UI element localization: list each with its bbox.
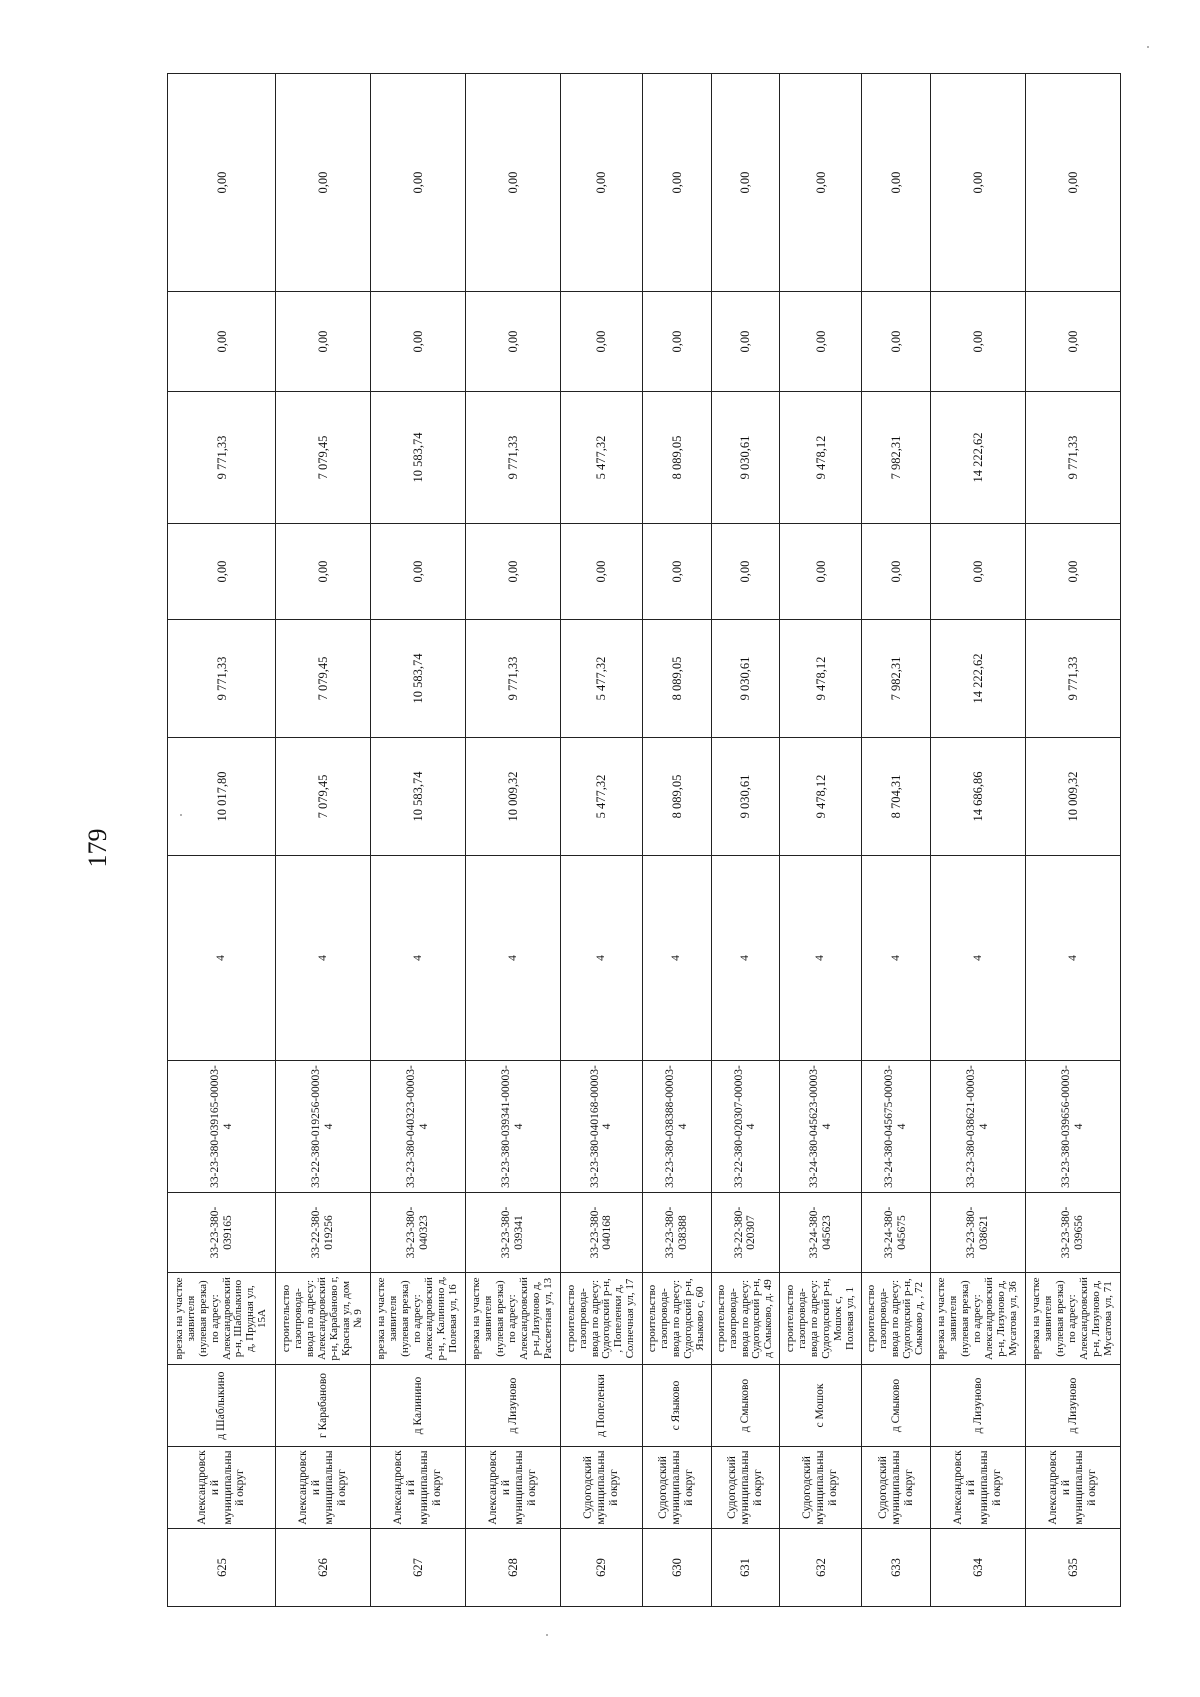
value-4-cell: 0,00 — [168, 292, 276, 392]
application-code-cell: 33-23-380-038621-00003-4 — [930, 1061, 1025, 1193]
total-cost-cell: 10 017,80 — [168, 738, 276, 856]
total-cost-cell: 10 583,74 — [371, 738, 466, 856]
value-2-cell: 0,00 — [780, 524, 862, 620]
value-1-cell: 9 030,61 — [711, 620, 780, 738]
category-cell: 4 — [466, 856, 561, 1061]
value-5-cell: 0,00 — [168, 74, 276, 292]
application-code-cell: 33-23-380-040168-00003-4 — [560, 1061, 642, 1193]
district-cell: Александровски й муниципальный округ — [371, 1447, 466, 1529]
table-row — [466, 74, 561, 1607]
value-4-cell: 0,00 — [276, 292, 371, 392]
scan-speck — [546, 1634, 548, 1636]
locality-cell: с Мошок — [780, 1365, 862, 1447]
value-1-cell: 7 079,45 — [276, 620, 371, 738]
category-cell: 4 — [642, 856, 711, 1061]
row-number-cell: 632 — [780, 1529, 862, 1607]
district-cell: Александровски й муниципальный округ — [276, 1447, 371, 1529]
table-row — [930, 74, 1025, 1607]
description-cell: врезка на участке заявителя (нулевая врезка) по адресу: Александровский р-н, , Калинино д, Полевая ул, 16 — [371, 1273, 466, 1365]
total-cost-cell: 5 477,32 — [560, 738, 642, 856]
total-cost-cell: 14 686,86 — [930, 738, 1025, 856]
value-4-cell: 0,00 — [560, 292, 642, 392]
district-cell: Судогодский муниципальный округ — [780, 1447, 862, 1529]
value-2-cell: 0,00 — [168, 524, 276, 620]
value-2-cell: 0,00 — [862, 524, 931, 620]
value-5-cell: 0,00 — [1025, 74, 1120, 292]
row-number-cell: 628 — [466, 1529, 561, 1607]
locality-cell: д Лизуново — [466, 1365, 561, 1447]
category-cell: 4 — [560, 856, 642, 1061]
description-cell: строительство газопровода-ввода по адресу: Судогодский р-н, Языково с, 60 — [642, 1273, 711, 1365]
value-4-cell: 0,00 — [466, 292, 561, 392]
value-5-cell: 0,00 — [862, 74, 931, 292]
value-4-cell: 0,00 — [780, 292, 862, 392]
object-code-cell: 33-23-380-039656 — [1025, 1193, 1120, 1273]
locality-cell: д Смыково — [862, 1365, 931, 1447]
value-2-cell: 0,00 — [276, 524, 371, 620]
district-cell: Судогодский муниципальный округ — [642, 1447, 711, 1529]
description-cell: строительство газопровода-ввода по адресу: Судогодский р-н, Мошок с, Полевая ул, 1 — [780, 1273, 862, 1365]
value-1-cell: 10 583,74 — [371, 620, 466, 738]
application-code-cell: 33-23-380-039341-00003-4 — [466, 1061, 561, 1193]
locality-cell: г Карабаново — [276, 1365, 371, 1447]
district-cell: Судогодский муниципальный округ — [560, 1447, 642, 1529]
locality-cell: д Калинино — [371, 1365, 466, 1447]
application-code-cell: 33-23-380-039656-00003-4 — [1025, 1061, 1120, 1193]
locality-cell: д Лизуново — [930, 1365, 1025, 1447]
object-code-cell: 33-24-380-045675 — [862, 1193, 931, 1273]
table-row — [168, 74, 276, 1607]
value-4-cell: 0,00 — [642, 292, 711, 392]
value-2-cell: 0,00 — [1025, 524, 1120, 620]
table-row — [560, 74, 642, 1607]
table-row — [1025, 74, 1120, 1607]
value-1-cell: 7 982,31 — [862, 620, 931, 738]
data-table — [167, 73, 1121, 1607]
category-cell: 4 — [780, 856, 862, 1061]
value-3-cell: 9 478,12 — [780, 392, 862, 524]
object-code-cell: 33-23-380-039341 — [466, 1193, 561, 1273]
locality-cell: д Смыково — [711, 1365, 780, 1447]
row-number-cell: 626 — [276, 1529, 371, 1607]
application-code-cell: 33-23-380-038388-00003-4 — [642, 1061, 711, 1193]
total-cost-cell: 9 478,12 — [780, 738, 862, 856]
category-cell: 4 — [276, 856, 371, 1061]
table-row — [780, 74, 862, 1607]
table-row — [642, 74, 711, 1607]
value-1-cell: 9 771,33 — [466, 620, 561, 738]
row-number-cell: 633 — [862, 1529, 931, 1607]
value-2-cell: 0,00 — [466, 524, 561, 620]
object-code-cell: 33-23-380-038621 — [930, 1193, 1025, 1273]
value-3-cell: 9 030,61 — [711, 392, 780, 524]
value-1-cell: 9 478,12 — [780, 620, 862, 738]
district-cell: Судогодский муниципальный округ — [711, 1447, 780, 1529]
object-code-cell: 33-22-380-019256 — [276, 1193, 371, 1273]
value-1-cell: 8 089,05 — [642, 620, 711, 738]
application-code-cell: 33-22-380-019256-00003-4 — [276, 1061, 371, 1193]
value-2-cell: 0,00 — [560, 524, 642, 620]
value-4-cell: 0,00 — [371, 292, 466, 392]
object-code-cell: 33-24-380-045623 — [780, 1193, 862, 1273]
row-number-cell: 629 — [560, 1529, 642, 1607]
value-5-cell: 0,00 — [560, 74, 642, 292]
row-number-cell: 635 — [1025, 1529, 1120, 1607]
value-1-cell: 9 771,33 — [168, 620, 276, 738]
description-cell: врезка на участке заявителя (нулевая врезка) по адресу: Александровский р-н, Лизуново д, Мусатова ул, 36 — [930, 1273, 1025, 1365]
value-2-cell: 0,00 — [642, 524, 711, 620]
locality-cell: д Попеленки — [560, 1365, 642, 1447]
value-5-cell: 0,00 — [780, 74, 862, 292]
value-3-cell: 8 089,05 — [642, 392, 711, 524]
district-cell: Александровски й муниципальный округ — [168, 1447, 276, 1529]
object-code-cell: 33-23-380-040168 — [560, 1193, 642, 1273]
row-number-cell: 634 — [930, 1529, 1025, 1607]
locality-cell: д Шаблыкино — [168, 1365, 276, 1447]
description-cell: строительство газопровода-ввода по адресу: Судогодский р-н, Смыково д, , 72 — [862, 1273, 931, 1365]
value-3-cell: 9 771,33 — [466, 392, 561, 524]
description-cell: строительство газопровода-ввода по адресу: Судогодский р-н, д Смыково, д. 49 — [711, 1273, 780, 1365]
value-3-cell: 14 222,62 — [930, 392, 1025, 524]
value-1-cell: 14 222,62 — [930, 620, 1025, 738]
object-code-cell: 33-22-380-020307 — [711, 1193, 780, 1273]
table-row — [862, 74, 931, 1607]
district-cell: Александровски й муниципальный округ — [1025, 1447, 1120, 1529]
description-cell: строительство газопровода-ввода по адресу: Александровский р-н, Карабаново г, Красная ул, дом № 9 — [276, 1273, 371, 1365]
category-cell: 4 — [371, 856, 466, 1061]
page-number: 179 — [83, 828, 112, 868]
row-number-cell: 630 — [642, 1529, 711, 1607]
category-cell: 4 — [711, 856, 780, 1061]
application-code-cell: 33-22-380-020307-00003-4 — [711, 1061, 780, 1193]
application-code-cell: 33-24-380-045675-00003-4 — [862, 1061, 931, 1193]
object-code-cell: 33-23-380-039165 — [168, 1193, 276, 1273]
value-5-cell: 0,00 — [642, 74, 711, 292]
value-3-cell: 10 583,74 — [371, 392, 466, 524]
locality-cell: с Языково — [642, 1365, 711, 1447]
table-container — [167, 74, 1121, 1607]
value-2-cell: 0,00 — [371, 524, 466, 620]
table-row — [276, 74, 371, 1607]
object-code-cell: 33-23-380-040323 — [371, 1193, 466, 1273]
value-3-cell: 7 982,31 — [862, 392, 931, 524]
row-number-cell: 625 — [168, 1529, 276, 1607]
total-cost-cell: 8 704,31 — [862, 738, 931, 856]
category-cell: 4 — [862, 856, 931, 1061]
value-3-cell: 9 771,33 — [168, 392, 276, 524]
value-1-cell: 5 477,32 — [560, 620, 642, 738]
application-code-cell: 33-23-380-039165-00003-4 — [168, 1061, 276, 1193]
value-4-cell: 0,00 — [862, 292, 931, 392]
category-cell: 4 — [1025, 856, 1120, 1061]
value-3-cell: 9 771,33 — [1025, 392, 1120, 524]
district-cell: Александровски й муниципальный округ — [930, 1447, 1025, 1529]
value-2-cell: 0,00 — [930, 524, 1025, 620]
application-code-cell: 33-23-380-040323-00003-4 — [371, 1061, 466, 1193]
value-4-cell: 0,00 — [711, 292, 780, 392]
value-5-cell: 0,00 — [930, 74, 1025, 292]
value-3-cell: 5 477,32 — [560, 392, 642, 524]
description-cell: врезка на участке заявителя (нулевая врезка) по адресу: Александровский р-н, Шаблыкино д, Прудная ул, 15А — [168, 1273, 276, 1365]
description-cell: строительство газопровода-ввода по адресу: Судогодский р-н, , Попеленки д, Солнечная ул, 17 — [560, 1273, 642, 1365]
row-number-cell: 631 — [711, 1529, 780, 1607]
category-cell: 4 — [930, 856, 1025, 1061]
description-cell: врезка на участке заявителя (нулевая врезка) по адресу: Александровский р-н, Лизуново д, Мусатова ул, 71 — [1025, 1273, 1120, 1365]
value-5-cell: 0,00 — [276, 74, 371, 292]
value-2-cell: 0,00 — [711, 524, 780, 620]
value-4-cell: 0,00 — [930, 292, 1025, 392]
total-cost-cell: 8 089,05 — [642, 738, 711, 856]
value-5-cell: 0,00 — [466, 74, 561, 292]
value-5-cell: 0,00 — [711, 74, 780, 292]
value-5-cell: 0,00 — [371, 74, 466, 292]
value-4-cell: 0,00 — [1025, 292, 1120, 392]
row-number-cell: 627 — [371, 1529, 466, 1607]
scan-speck — [1147, 46, 1149, 48]
table-row — [711, 74, 780, 1607]
locality-cell: д Лизуново — [1025, 1365, 1120, 1447]
district-cell: Александровски й муниципальный округ — [466, 1447, 561, 1529]
scan-speck — [180, 814, 182, 816]
object-code-cell: 33-23-380-038388 — [642, 1193, 711, 1273]
district-cell: Судогодский муниципальный округ — [862, 1447, 931, 1529]
total-cost-cell: 10 009,32 — [466, 738, 561, 856]
value-1-cell: 9 771,33 — [1025, 620, 1120, 738]
total-cost-cell: 9 030,61 — [711, 738, 780, 856]
table-row — [371, 74, 466, 1607]
category-cell: 4 — [168, 856, 276, 1061]
application-code-cell: 33-24-380-045623-00003-4 — [780, 1061, 862, 1193]
total-cost-cell: 7 079,45 — [276, 738, 371, 856]
value-3-cell: 7 079,45 — [276, 392, 371, 524]
description-cell: врезка на участке заявителя (нулевая врезка) по адресу: Александровский р-н,Лизуново д, Рассветная ул, 13 — [466, 1273, 561, 1365]
total-cost-cell: 10 009,32 — [1025, 738, 1120, 856]
